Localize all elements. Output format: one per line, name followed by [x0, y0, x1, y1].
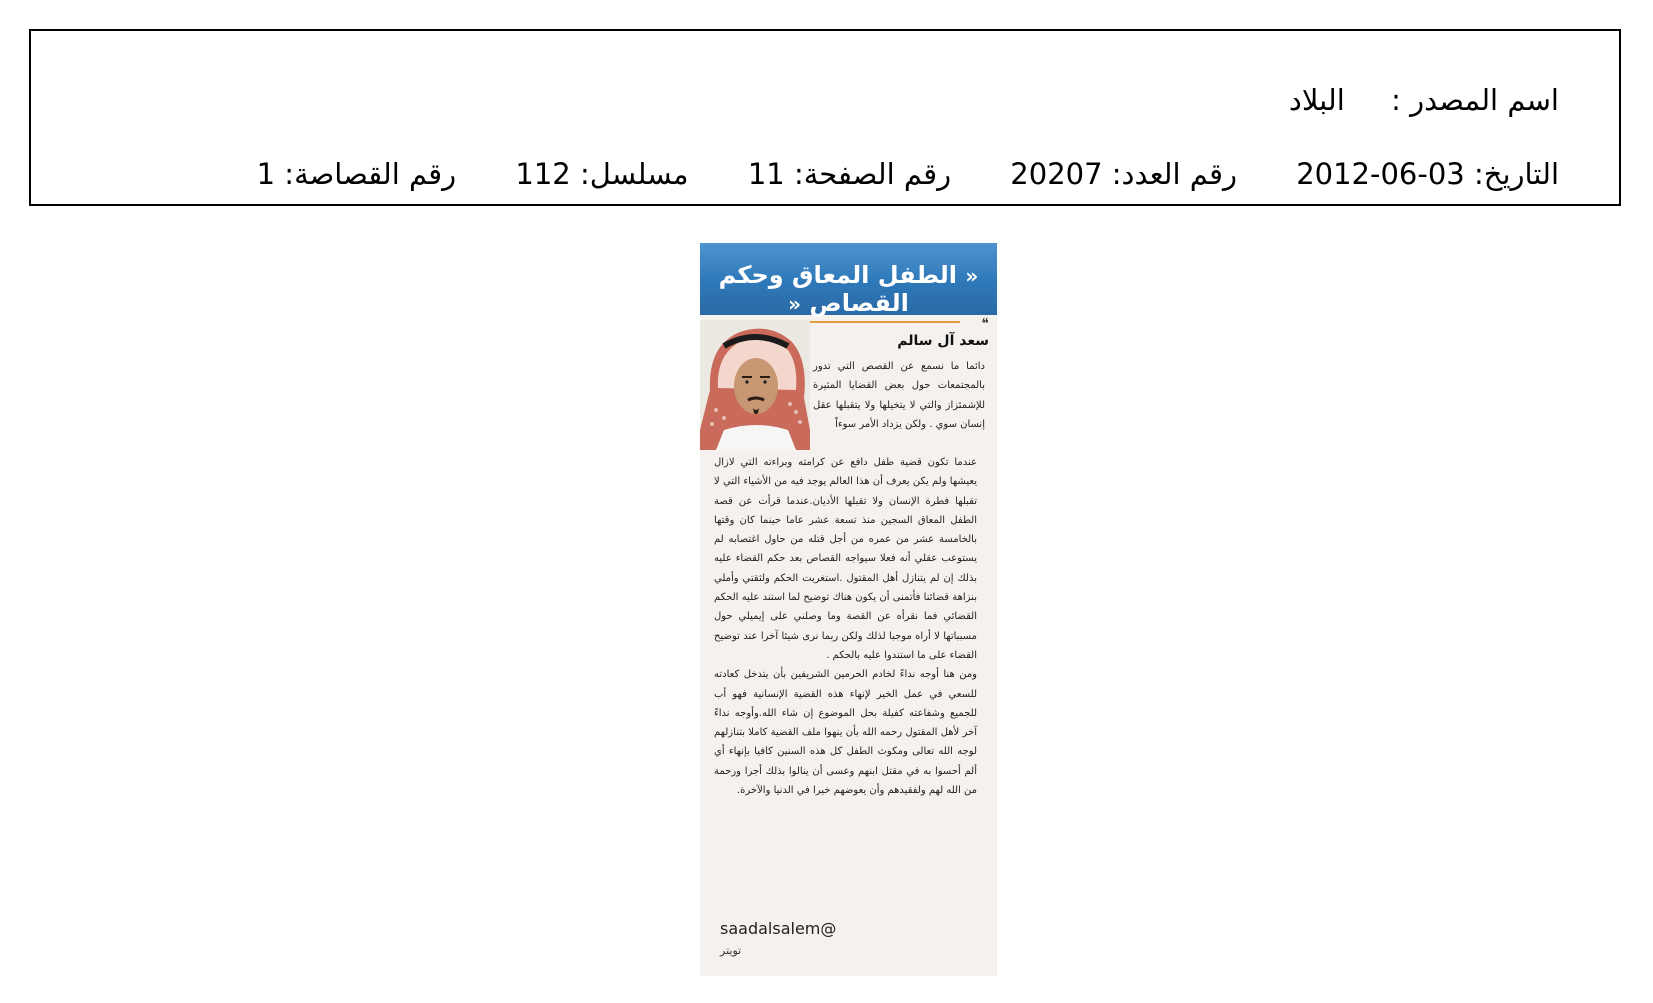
date-pair: [1296, 157, 1559, 191]
author-quote-mark: ❝: [981, 316, 989, 332]
source-row: [1289, 83, 1559, 117]
quote-close-mark: «: [788, 292, 802, 316]
twitter-handle: saadalsalem@: [720, 919, 837, 938]
clip-label: رقم القصاصة:: [284, 157, 457, 191]
metadata-box: [29, 29, 1621, 206]
author-name: سعد آل سالم: [897, 333, 989, 349]
article-paragraph-1: عندما تكون قضية طفل دافع عن كرامته وبراءته التي لازال يعيشها ولم يكن يعرف أن هذا العالم يوجد فيه من الأشياء التي لا تقبلها فطرة الإنسان ولا تقبلها الأديان.عندما قرأت عن قصة الطفل المعاق السجين منذ تسعة عشر عاما حينما كان وقتها بالخامسة عشر من عمره من أجل قتله من حاول اغتصابه لم يستوعب عقلي أنه فعلا سيواجه القصاص بعد حكم القضاء عليه بذلك إن لم يتنازل أهل المقتول .استغربت الحكم ولثقتي وأملي بنزاهة قضائنا فأتمنى أن يكون هناك توضيح لما استند عليه الحكم القضائي فما نقرأه عن القصة وما وصلني على إيميلي حول مسبباتها لا أراه موجبا لذلك ولكن ربما نرى شيئا آخرا عند توضيح القضاء على ما استندوا عليه بالحكم .: [714, 457, 977, 661]
page-label: رقم الصفحة:: [793, 157, 952, 191]
twitter-label: تويتر: [720, 944, 742, 957]
issue-label: رقم العدد:: [1111, 157, 1237, 191]
date-label: التاريخ:: [1473, 157, 1559, 191]
newspaper-clipping: [700, 243, 997, 976]
quote-open-mark: «: [965, 264, 979, 288]
article-lead: دائما ما نسمع عن القصص التي تدور بالمجتمعات حول بعض القضايا المثيرة للإشمئزاز والتي لا يتخيلها ولا يتقبلها عقل إنسان سوي . ولكن يزداد الأمر سوءاً: [813, 361, 985, 430]
serial-label: مسلسل:: [579, 157, 689, 191]
accent-divider: [810, 321, 960, 323]
article-body: [714, 453, 977, 800]
article-paragraph-2: ومن هنا أوجه نداءً لخادم الحرمين الشريفين بأن يتدخل كعادته للسعي في عمل الخير لإنهاء هذه القضية الإنسانية فهو أب للجميع وشفاعته كفيلة بحل الموضوع إن شاء الله.وأوجه نداءً آخر لأهل المقتول رحمه الله بأن ينهوا ملف القضية كاملا بتنازلهم لوجه الله تعالى ومكوث الطفل كل هذه السنين كافيا بإنهاء أي ألم أحسوا به في مقتل ابنهم وعسى أن ينالوا بذلك أجرا ورحمة من الله لهم ولفقيدهم وأن يعوضهم خيرا في الدنيا والآخرة.: [714, 669, 977, 797]
page-value: 11: [747, 157, 785, 191]
article-banner: [700, 243, 997, 315]
details-row: [207, 157, 1559, 191]
article-title-line: [700, 261, 997, 317]
serial-value: 112: [515, 157, 571, 191]
issue-value: 20207: [1010, 157, 1103, 191]
issue-pair: [1010, 157, 1237, 191]
serial-pair: [515, 157, 688, 191]
source-label: اسم المصدر :: [1391, 83, 1559, 117]
clip-pair: [257, 157, 457, 191]
article-title: الطفل المعاق وحكم القصاص: [718, 261, 958, 317]
date-value: 2012-06-03: [1296, 157, 1465, 191]
author-photo: [700, 320, 810, 450]
page-pair: [748, 157, 951, 191]
clip-value: 1: [256, 157, 276, 191]
source-value: البلاد: [1288, 83, 1345, 117]
